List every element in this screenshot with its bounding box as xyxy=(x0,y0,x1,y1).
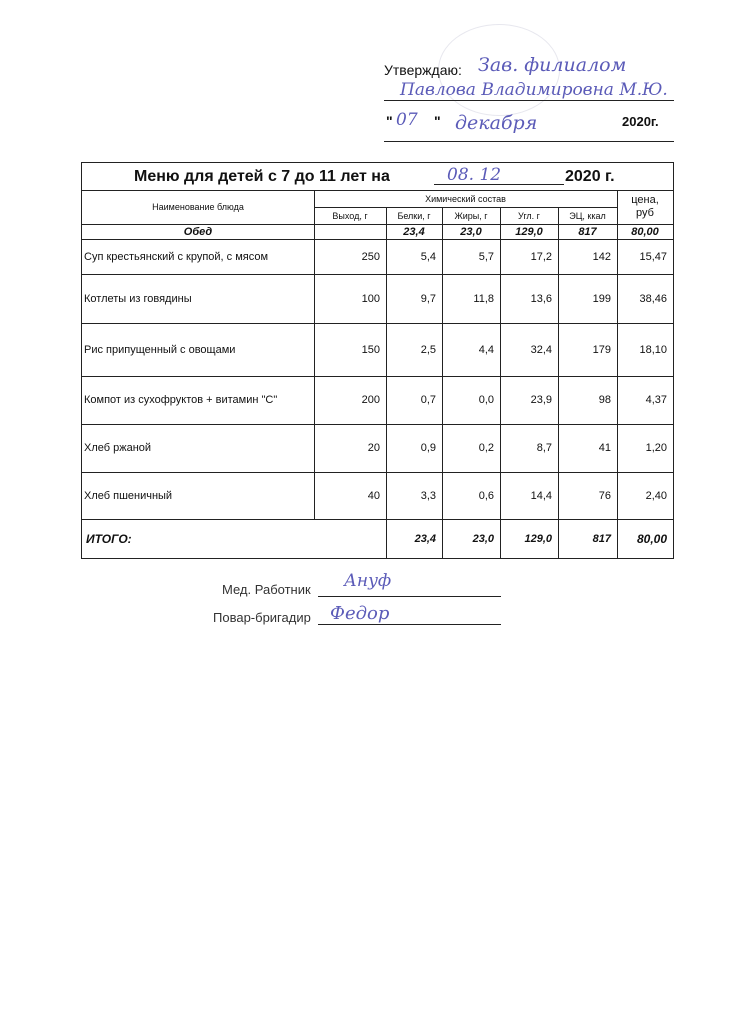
approval-year: 2020г. xyxy=(622,114,659,129)
table-row-output: 200 xyxy=(361,394,380,406)
header-protein: Белки, г xyxy=(397,210,431,221)
table-row-name: Котлеты из говядины xyxy=(84,292,192,305)
menu-table xyxy=(81,162,674,559)
table-row-name: Хлеб ржаной xyxy=(84,442,152,454)
table-row-price: 18,10 xyxy=(639,343,667,356)
header-price: цена, руб xyxy=(631,194,659,219)
meal-name: Обед xyxy=(183,225,213,238)
meal-price: 80,00 xyxy=(631,225,659,238)
meal-energy: 817 xyxy=(578,225,597,238)
menu-date-line xyxy=(434,184,564,185)
table-row-protein: 0,9 xyxy=(420,442,436,454)
total-price: 80,00 xyxy=(636,531,667,546)
medic-label: Мед. Работник xyxy=(222,582,311,597)
approval-month-handwritten: декабря xyxy=(455,112,538,134)
table-row-energy: 142 xyxy=(592,250,611,263)
meal-carbs: 129,0 xyxy=(515,225,543,238)
header-name: Наименование блюда xyxy=(152,202,244,212)
cook-sign-line xyxy=(318,624,501,625)
approval-name-line xyxy=(384,100,674,101)
table-row-output: 100 xyxy=(361,292,380,305)
table-row-protein: 0,7 xyxy=(420,394,436,406)
table-row-price: 15,47 xyxy=(639,250,667,263)
table-row-price: 2,40 xyxy=(645,489,667,502)
table-row-carbs: 13,6 xyxy=(530,292,552,305)
header-output: Выход, г xyxy=(332,210,368,221)
table-row-fat: 5,7 xyxy=(478,250,494,263)
header-chem: Химический состав xyxy=(425,193,506,204)
menu-title-suffix: 2020 г. xyxy=(565,168,615,185)
table-row-output: 40 xyxy=(367,489,380,502)
meal-protein: 23,4 xyxy=(403,225,425,238)
menu-title-prefix: Меню для детей с 7 до 11 лет на xyxy=(134,168,390,185)
table-row-energy: 76 xyxy=(598,489,611,502)
table-row-carbs: 14,4 xyxy=(530,489,552,502)
table-row-protein: 2,5 xyxy=(420,343,436,356)
table-row-protein: 9,7 xyxy=(420,292,436,305)
table-row-carbs: 8,7 xyxy=(536,442,552,454)
table-row-price: 4,37 xyxy=(645,394,667,406)
total-label: ИТОГО: xyxy=(86,531,132,546)
table-row-output: 250 xyxy=(361,250,380,263)
approval-position-handwritten: Зав. филиалом xyxy=(478,54,627,76)
total-protein: 23,4 xyxy=(414,532,436,545)
table-row-price: 38,46 xyxy=(639,292,667,305)
table-row-carbs: 23,9 xyxy=(530,394,552,406)
total-energy: 817 xyxy=(592,532,611,545)
cook-signature: Федор xyxy=(330,603,390,624)
table-row-carbs: 17,2 xyxy=(530,250,552,263)
table-row-fat: 0,2 xyxy=(478,442,494,454)
total-fat: 23,0 xyxy=(472,532,494,545)
day-quote-open: " xyxy=(386,113,393,129)
table-row-name: Компот из сухофруктов + витамин "С" xyxy=(84,394,278,406)
table-row-fat: 0,6 xyxy=(478,489,494,502)
table-row-protein: 3,3 xyxy=(420,489,436,502)
table-row-energy: 199 xyxy=(592,292,611,305)
table-row-energy: 98 xyxy=(598,394,611,406)
table-row-fat: 0,0 xyxy=(478,394,494,406)
approval-day: 07 xyxy=(396,110,418,130)
medic-signature: Ануф xyxy=(344,571,392,591)
meal-fat: 23,0 xyxy=(460,225,482,238)
table-row-name: Хлеб пшеничный xyxy=(84,489,173,502)
table-row-output: 150 xyxy=(361,343,380,356)
approval-name-handwritten: Павлова Владимировна М.Ю. xyxy=(400,80,668,100)
day-quote-close: " xyxy=(434,113,441,129)
table-row-energy: 41 xyxy=(598,442,611,454)
approval-date-line xyxy=(384,141,674,142)
table-row-carbs: 32,4 xyxy=(530,343,552,356)
table-row-energy: 179 xyxy=(592,343,611,356)
table-row-price: 1,20 xyxy=(645,442,667,454)
approval-label: Утверждаю: xyxy=(384,62,462,78)
table-row-name: Суп крестьянский с крупой, с мясом xyxy=(84,250,269,263)
table-row-name: Рис припущенный с овощами xyxy=(84,343,236,356)
menu-date-handwritten: 08. 12 xyxy=(447,165,502,185)
table-row-fat: 11,8 xyxy=(473,292,494,305)
cook-label: Повар-бригадир xyxy=(213,610,311,625)
header-fat: Жиры, г xyxy=(454,210,488,221)
table-row-fat: 4,4 xyxy=(478,343,494,356)
table-row-output: 20 xyxy=(367,442,380,454)
header-carbs: Угл. г xyxy=(518,210,540,221)
medic-sign-line xyxy=(318,596,501,597)
total-carbs: 129,0 xyxy=(524,532,552,545)
table-row-protein: 5,4 xyxy=(420,250,436,263)
header-energy: ЭЦ, ккал xyxy=(569,210,606,221)
